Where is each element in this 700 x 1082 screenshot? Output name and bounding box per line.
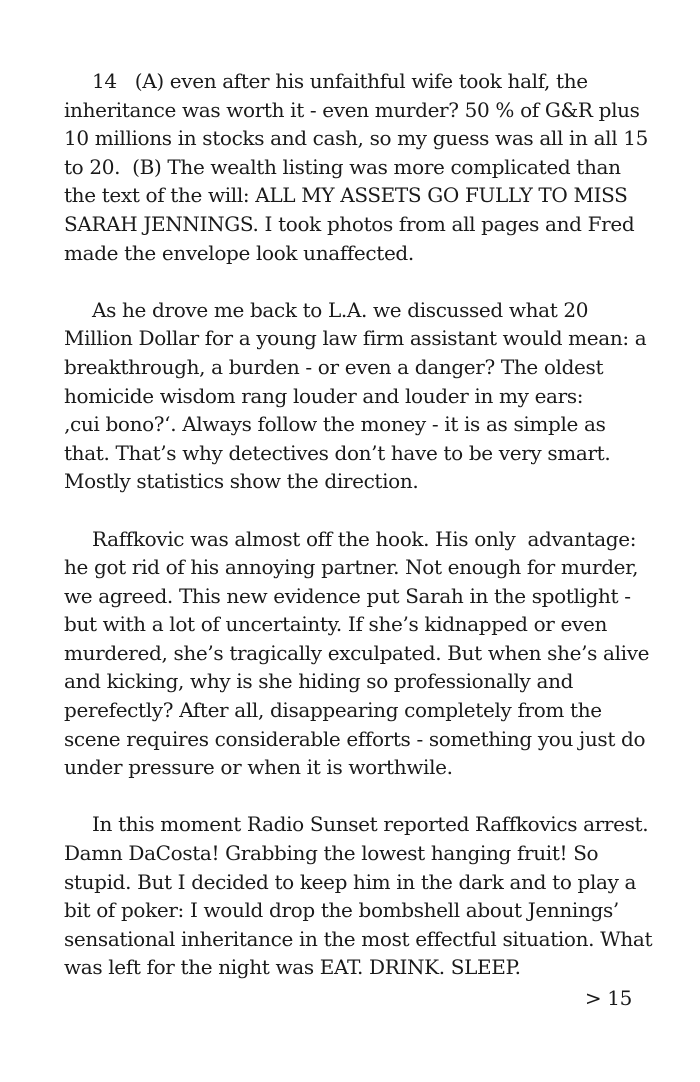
text-line: In this moment Radio Sunset reported Raffkovics arrest. xyxy=(92,812,649,837)
next-page-link: > 15 xyxy=(584,986,632,1010)
text-line: made the envelope look unaffected. xyxy=(64,240,414,265)
text-line: that. That’s why detectives don’t have to be very smart. xyxy=(64,440,611,465)
text-line: 10 millions in stocks and cash, so my guess was all in all 15 xyxy=(64,126,649,151)
text-line: stupid. But I decided to keep him in the dark and to play a xyxy=(64,869,637,894)
text-line: he got rid of his annoying partner. Not enough for murder, xyxy=(64,555,639,580)
text-line: we agreed. This new evidence put Sarah in the spotlight - xyxy=(64,583,631,608)
text-line: Million Dollar for a young law firm assistant would mean: a xyxy=(64,326,647,351)
text-line: inheritance was worth it - even murder? 50 % of G&R plus xyxy=(64,97,640,122)
text-line: Damn DaCosta! Grabbing the lowest hanging fruit! So xyxy=(64,841,599,866)
text-line: perefectly? After all, disappearing completely from the xyxy=(64,698,602,723)
text-line: Mostly statistics show the direction. xyxy=(64,469,419,494)
text-line: to 20. (B) The wealth listing was more complicated than xyxy=(64,154,621,179)
text-line: under pressure or when it is worthwile. xyxy=(64,755,453,780)
text-line: As he drove me back to L.A. we discussed what 20 xyxy=(92,297,589,322)
text-line: Raffkovic was almost off the hook. His only advantage: xyxy=(92,526,637,551)
text-line: scene requires considerable efforts - something you just do xyxy=(64,726,646,751)
text-line: breakthrough, a burden - or even a danger? The oldest xyxy=(64,354,604,379)
text-line: the text of the will: ALL MY ASSETS GO FULLY TO MISS xyxy=(64,183,628,208)
paragraph-3 xyxy=(64,525,650,782)
paragraph-2 xyxy=(64,296,647,496)
book-page-text xyxy=(64,67,653,1011)
text-line: and kicking, why is she hiding so professionally and xyxy=(64,669,574,694)
paragraph-4 xyxy=(64,810,653,982)
paragraph-1 xyxy=(64,67,649,267)
text-line: SARAH JENNINGS. I took photos from all pages and Fred xyxy=(64,211,635,236)
text-line: sensational inheritance in the most effectful situation. What xyxy=(64,926,653,951)
text-line: was left for the night was EAT. DRINK. SLEEP. xyxy=(64,955,521,980)
text-line: bit of poker: I would drop the bombshell about Jennings’ xyxy=(64,898,619,923)
text-line: ‚cui bono?‘. Always follow the money - it is as simple as xyxy=(64,412,606,437)
text-line: murdered, she’s tragically exculpated. But when she’s alive xyxy=(64,640,650,665)
text-line: 14 (A) even after his unfaithful wife took half, the xyxy=(92,69,588,93)
text-line: but with a lot of uncertainty. If she’s kidnapped or even xyxy=(64,612,607,637)
text-line: homicide wisdom rang louder and louder in my ears: xyxy=(64,383,584,408)
